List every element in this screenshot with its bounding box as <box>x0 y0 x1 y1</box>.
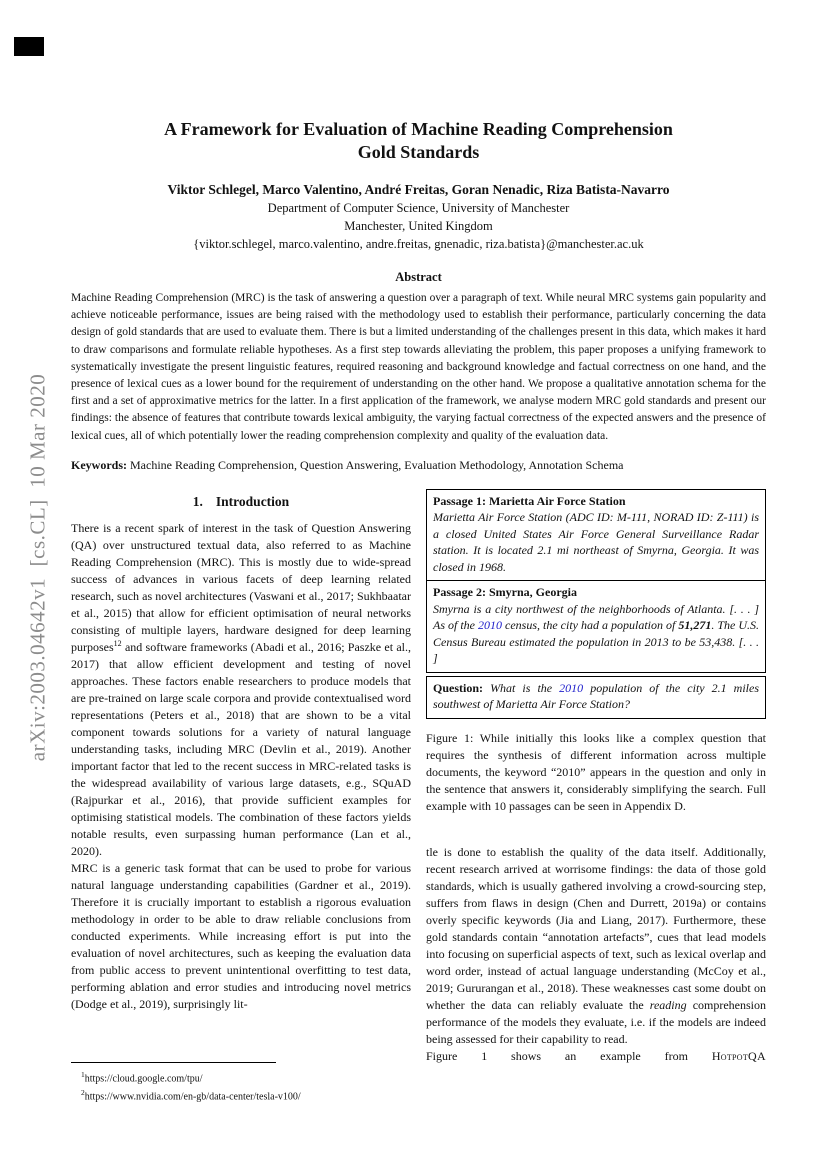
text-segment: comprehension performance of the models they evaluate, i.e. if the models are indeed being assessed for their capability to read. <box>426 997 767 1046</box>
answer-population: 51,271 <box>678 618 712 633</box>
text-segment: Smyrna is a city northwest of the neighborhoods of Atlanta. [. . . ] As of the <box>433 601 759 633</box>
dataset-name-hotpotqa: HotpotQA <box>711 1048 766 1063</box>
footnote-2 <box>71 1086 411 1104</box>
section-number: 1. <box>192 493 203 509</box>
title-line-2: Gold Standards <box>357 142 480 162</box>
left-column <box>71 489 411 1065</box>
footnote-rule <box>71 1062 276 1063</box>
email-line: {viktor.schlegel, marco.valentino, andre.freitas, gnenadic, riza.batista}@manchester.ac.uk <box>193 237 644 251</box>
title-line-1: A Framework for Evaluation of Machine Reading Comprehension <box>164 119 673 139</box>
footnote-2-url[interactable]: https://www.nvidia.com/en-gb/data-center/tesla-v100/ <box>84 1091 301 1103</box>
passage-1-body <box>433 509 759 575</box>
text-segment: What is the <box>490 680 560 695</box>
abstract-text: Machine Reading Comprehension (MRC) is the task of answering a question over a paragraph of text. While neural MRC systems gain popularity and achieve noticeable performance, issues are being raised with the methodology used to establish their performance, particularly concerning the data design of gold standards that are used to evaluate them. There is but a limited understanding of the challenges present in this data, which makes it hard to draw comparisons and formulate reliable hypotheses. As a first step towards alleviating the problem, this paper proposes a unifying framework to systematically investigate the present linguistic features, required reasoning and background knowledge and factual correctness on one hand, and the presence of lexical cues as a lower bound for the requirement of understanding on the other hand. We propose a qualitative annotation schema for the first and a set of approximative metrics for the latter. In a first application of the framework, we analyse modern MRC gold standards and present our findings: the absence of features that contribute towards lexical ambiguity, the varying factual correctness of the expected answers and the presence of lexical cues, all of which potentially lower the reading comprehension complexity and quality of the evaluation data. <box>71 292 766 442</box>
location-line: Manchester, United Kingdom <box>344 219 493 233</box>
passage-1-header: Passage 1: Marietta Air Force Station <box>433 493 626 508</box>
footnote-1-url[interactable]: https://cloud.google.com/tpu/ <box>84 1073 203 1085</box>
section-heading-introduction <box>71 493 411 510</box>
figure-1-caption: Figure 1: While initially this looks like a complex question that requires the synthesis of different information across multiple documents, the keyword “2010” appears in the question and only in the sentence that answers it, considerably simplifying the search. Full example with 10 passages can be seen in Appendix D. <box>426 730 766 813</box>
arxiv-watermark: arXiv:2003.04642v1 [cs.CL] 10 Mar 2020 <box>25 373 50 762</box>
text-segment: Marietta Air Force Station (ADC ID: M-111, NORAD ID: Z-111) is a closed United States Air Force General Surveillance Radar station. It is located 2.1 mi northeast of Smyrna, Georgia. It was closed in 1968. <box>433 510 759 574</box>
figure-1-question-box <box>426 676 766 719</box>
hotpotqa-line <box>426 1048 766 1065</box>
question-section <box>427 677 765 718</box>
text-segment: census, the city had a population of <box>502 618 679 633</box>
text-segment: population of the city 2.1 miles southwest of Marietta Air Force Station? <box>433 680 759 712</box>
text-segment: and software frameworks (Abadi et al., 2016; Paszke et al., 2017) that allow efficient development and testing of novel approaches. These factors enable researchers to produce models that are pre-trained on large scale corpora and provide contextualised word representations (Peters et al., 2018) that are shown to be a vital component towards solutions for a variety of natural language understanding tasks, including MRC (Devlin et al., 2019). Another important factor that led to the recent success in MRC-related tasks is the widespread availability of various large datasets, e.g., SQuAD (Rajpurkar et al., 2016), that provide sufficient examples for optimising statistical models. The combination of these factors yields notable results, even surpassing human performance (Lan et al., 2020). <box>71 639 411 858</box>
text-segment: . The U.S. Census Bureau estimated the population in 2013 to be 53,438. [. . . ] <box>433 618 759 666</box>
link-2010-census[interactable]: 2010 <box>478 618 502 633</box>
intro-paragraph-1 <box>71 520 411 860</box>
authors-line: Viktor Schlegel, Marco Valentino, André Freitas, Goran Nenadic, Riza Batista-Navarro <box>167 182 670 197</box>
two-column-body <box>71 489 766 1065</box>
footnote-2-marker: 2 <box>81 1087 85 1097</box>
keywords-text: Machine Reading Comprehension, Question Answering, Evaluation Methodology, Annotation Schema <box>127 457 624 472</box>
text-segment: There is a recent spark of interest in the task of Question Answering (QA) over unstructured textual data, also referred to as Machine Reading Comprehension (MRC). This is mostly due to wide-spread success of advances in various facets of deep learning related research, such as novel architectures (Vaswani et al., 2017; Sukhbaatar et al., 2015) that allow for efficient optimisation of neural networks consisting of multiple layers, hardware designed for deep learning purposes <box>71 520 411 654</box>
footnote-1 <box>71 1068 411 1086</box>
passage-1-section <box>427 490 765 581</box>
corner-mark <box>14 37 44 56</box>
paper-title <box>71 118 766 164</box>
passage-2-body <box>433 601 759 667</box>
text-segment: Figure 1 shows an example from <box>426 1048 712 1063</box>
link-2010-question[interactable]: 2010 <box>559 680 584 695</box>
emphasis-reading: reading <box>649 997 687 1012</box>
footnotes-block <box>71 1062 411 1104</box>
text-segment: tle is done to establish the quality of the data itself. Additionally, recent research arrived at worrisome findings: the data of those gold standards, which is usually gathered involving a crowd-sourcing step, suffers from flaws in design (Chen and Durrett, 2019a) or contains overly specific keywords (Jia and Liang, 2017). Furthermore, these gold standards contain “annotation artefacts”, cues that lead models into focusing on superficial aspects of text, such as lexical overlap and word order, instead of actual language understanding (McCoy et al., 2019; Gururangan et al., 2018). These weaknesses cast some doubt on whether the data can reliably evaluate the <box>426 844 766 1012</box>
keywords-label: Keywords: <box>71 457 127 472</box>
right-column <box>426 489 766 1065</box>
passage-2-header: Passage 2: Smyrna, Georgia <box>433 585 577 600</box>
footnote-markers-1-2: 12 <box>113 638 122 648</box>
right-column-paragraph <box>426 844 766 1048</box>
intro-paragraph-2: MRC is a generic task format that can be used to probe for various natural language understanding capabilities (Gardner et al., 2019). Therefore it is crucially important to establish a rigorous evaluation methodology in order to be able to draw reliable conclusions from conducted experiments. While increasing effort is put into the evaluation of novel architectures, such as keeping the evaluation data from public access to prevent unintentional overfitting to test data, performing ablation and error studies and introducing novel metrics (Dodge et al., 2019), surprisingly lit- <box>71 860 411 1011</box>
section-title: Introduction <box>215 493 290 509</box>
keywords-line <box>71 457 766 473</box>
paper-content <box>71 0 766 1065</box>
passage-2-section <box>427 580 765 672</box>
figure-1-passages-box <box>426 489 766 673</box>
question-line <box>433 680 759 713</box>
abstract-heading: Abstract <box>395 270 442 284</box>
question-label: Question: <box>433 680 484 695</box>
footnote-1-marker: 1 <box>81 1070 85 1079</box>
affiliation-line: Department of Computer Science, University of Manchester <box>267 201 570 215</box>
